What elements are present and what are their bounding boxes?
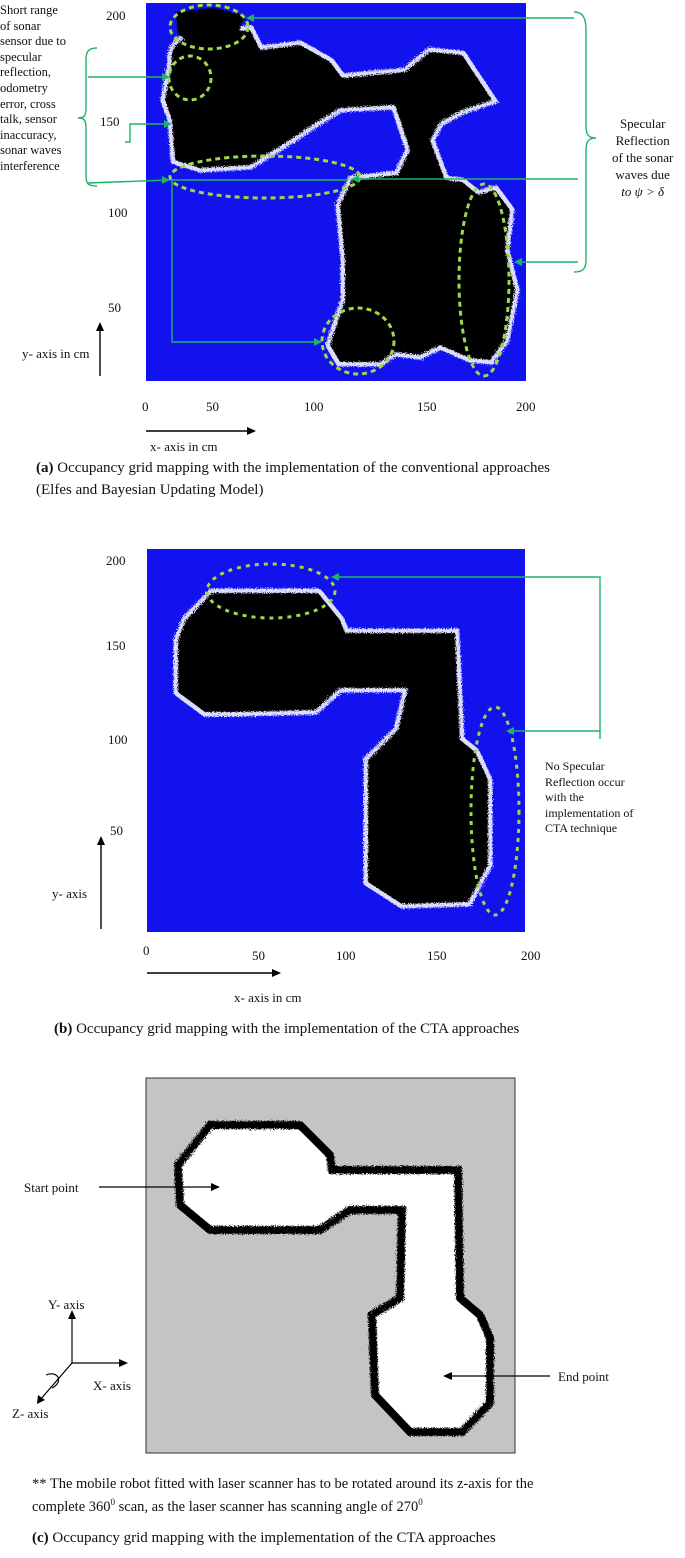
arrowhead	[97, 836, 105, 845]
footnote: ** The mobile robot fitted with laser scanner has to be rotated around its z-axis for the complete $360^0$ scan, as the laser scanner has scanning angle of $270^0$	[32, 1476, 534, 1515]
right-bracket	[574, 12, 596, 272]
panel-a-map	[0, 0, 685, 400]
x-axis-label: x- axis in cm	[234, 990, 302, 1005]
y-tick: 200	[106, 8, 126, 23]
arrowhead	[247, 427, 256, 435]
panel-c-map	[0, 1070, 685, 1470]
y-tick: 50	[110, 823, 123, 838]
x-axis-label: x- axis in cm	[150, 439, 218, 454]
left-annotation: Short range of sonar sensor due to specular reflection, odometry error, cross talk, sensor inaccuracy, sonar waves interference	[0, 3, 66, 173]
y-tick: 50	[108, 300, 121, 315]
arrowhead	[272, 969, 281, 977]
arrowhead	[96, 322, 104, 331]
x-tick: 150	[417, 399, 437, 414]
x-tick: 0	[142, 399, 149, 414]
y-axis-label: Y- axis	[48, 1297, 85, 1312]
arrowhead	[119, 1359, 128, 1367]
caption-c: (c) Occupancy grid mapping with the implementation of the CTA approaches	[32, 1530, 496, 1546]
y-tick: 150	[100, 114, 120, 129]
y-tick: 100	[108, 205, 128, 220]
y-tick: 150	[106, 638, 126, 653]
y-tick: 200	[106, 553, 126, 568]
caption-a: (a) Occupancy grid mapping with the implementation of the conventional approaches (Elfes and Bayesian Updating Model)	[36, 460, 551, 498]
y-axis-label: y- axis	[52, 886, 88, 901]
x-tick: 150	[427, 948, 447, 963]
left-bracket	[78, 48, 97, 186]
x-tick: 0	[143, 943, 150, 958]
x-tick: 200	[516, 399, 536, 414]
end-point-label: End point	[558, 1369, 609, 1384]
x-tick: 100	[304, 399, 324, 414]
right-annotation: No Specular Reflection occur with the implementation of CTA technique	[545, 759, 634, 836]
x-tick: 200	[521, 948, 541, 963]
start-point-label: Start point	[24, 1180, 79, 1195]
x-tick: 50	[252, 948, 265, 963]
right-annotation: Specular Reflection of the sonar waves due to ψ > δ	[612, 116, 674, 199]
axis-z-line	[40, 1363, 72, 1400]
x-tick: 50	[206, 399, 219, 414]
z-axis-label: Z- axis	[12, 1406, 49, 1421]
caption-b: (b) Occupancy grid mapping with the implementation of the CTA approaches	[54, 1021, 520, 1037]
y-axis-label: y- axis in cm	[22, 346, 90, 361]
x-tick: 100	[336, 948, 356, 963]
x-axis-label: X- axis	[93, 1378, 131, 1393]
y-tick: 100	[108, 732, 128, 747]
